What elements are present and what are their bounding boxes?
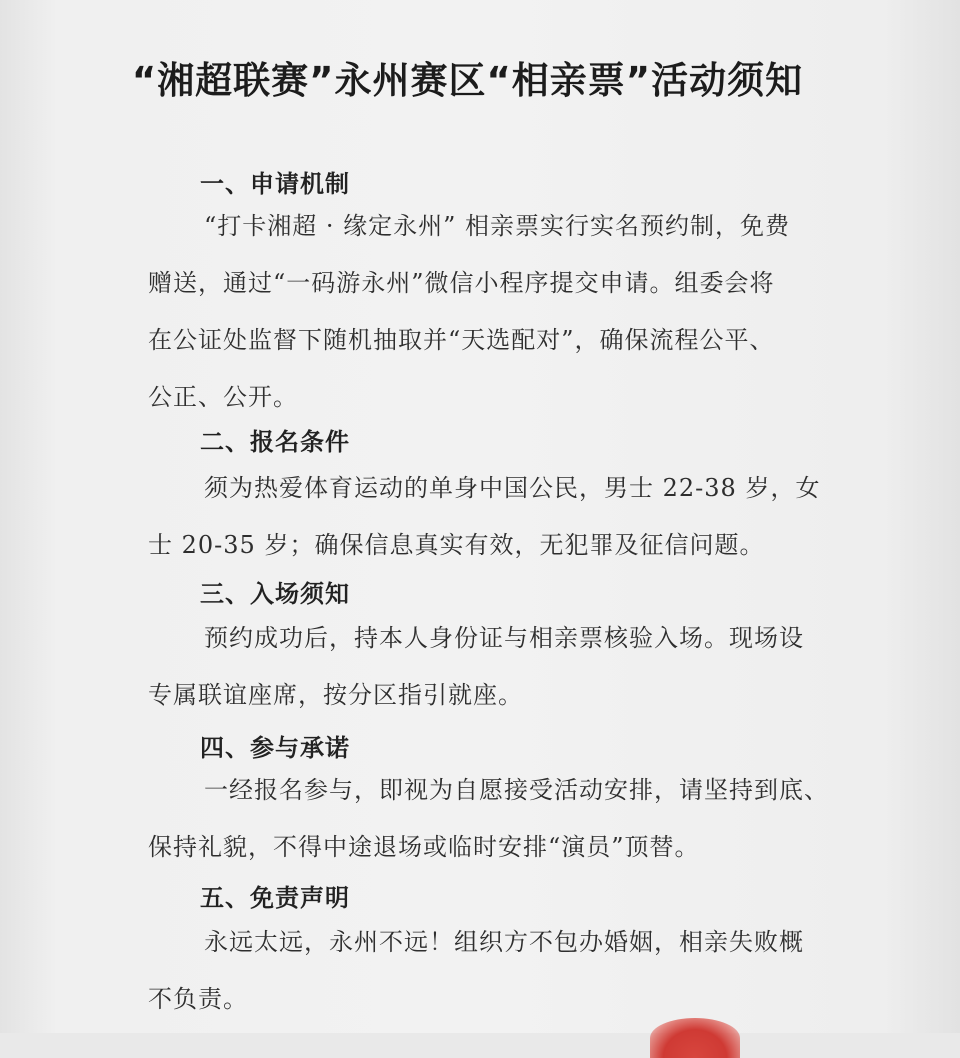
document-title: “湘超联赛”永州赛区“相亲票”活动须知: [131, 59, 804, 102]
paragraph-line: 永远太远，永州不远！组织方不包办婚姻，相亲失败概: [204, 928, 804, 956]
section-body-admission: [148, 610, 828, 724]
paragraph-line: 一经报名参与，即视为自愿接受活动安排，请坚持到底、: [204, 776, 829, 804]
section-body-application: [148, 198, 828, 426]
paragraph-line: 保持礼貌，不得中途退场或临时安排“演员”顶替。: [148, 833, 700, 861]
paragraph-line: 赠送，通过“一码游永州”微信小程序提交申请。组委会将: [148, 269, 775, 297]
section-heading-disclaimer: 五、免责声明: [200, 884, 350, 912]
section-body-disclaimer: [148, 914, 828, 1028]
section-heading-admission: 三、入场须知: [200, 580, 350, 608]
paragraph-line: 士 20-35 岁；确保信息真实有效，无犯罪及征信问题。: [148, 531, 765, 559]
paragraph-line: “打卡湘超 · 缘定永州” 相亲票实行实名预约制，免费: [204, 212, 791, 240]
paragraph-line: 在公证处监督下随机抽取并“天选配对”，确保流程公平、: [148, 326, 775, 354]
section-body-eligibility: [148, 460, 828, 574]
paragraph-line: 须为热爱体育运动的单身中国公民，男士 22-38 岁，女: [204, 474, 821, 502]
section-heading-eligibility: 二、报名条件: [200, 428, 350, 456]
paragraph-line: 预约成功后，持本人身份证与相亲票核验入场。现场设: [204, 624, 804, 652]
paragraph-line: 专属联谊座席，按分区指引就座。: [148, 681, 523, 709]
section-heading-application: 一、申请机制: [200, 170, 350, 198]
section-heading-commitment: 四、参与承诺: [200, 734, 350, 762]
red-seal-stamp: [650, 1018, 740, 1058]
section-body-commitment: [148, 762, 828, 876]
paragraph-line: 公正、公开。: [148, 383, 298, 411]
paragraph-line: 不负责。: [148, 985, 248, 1013]
